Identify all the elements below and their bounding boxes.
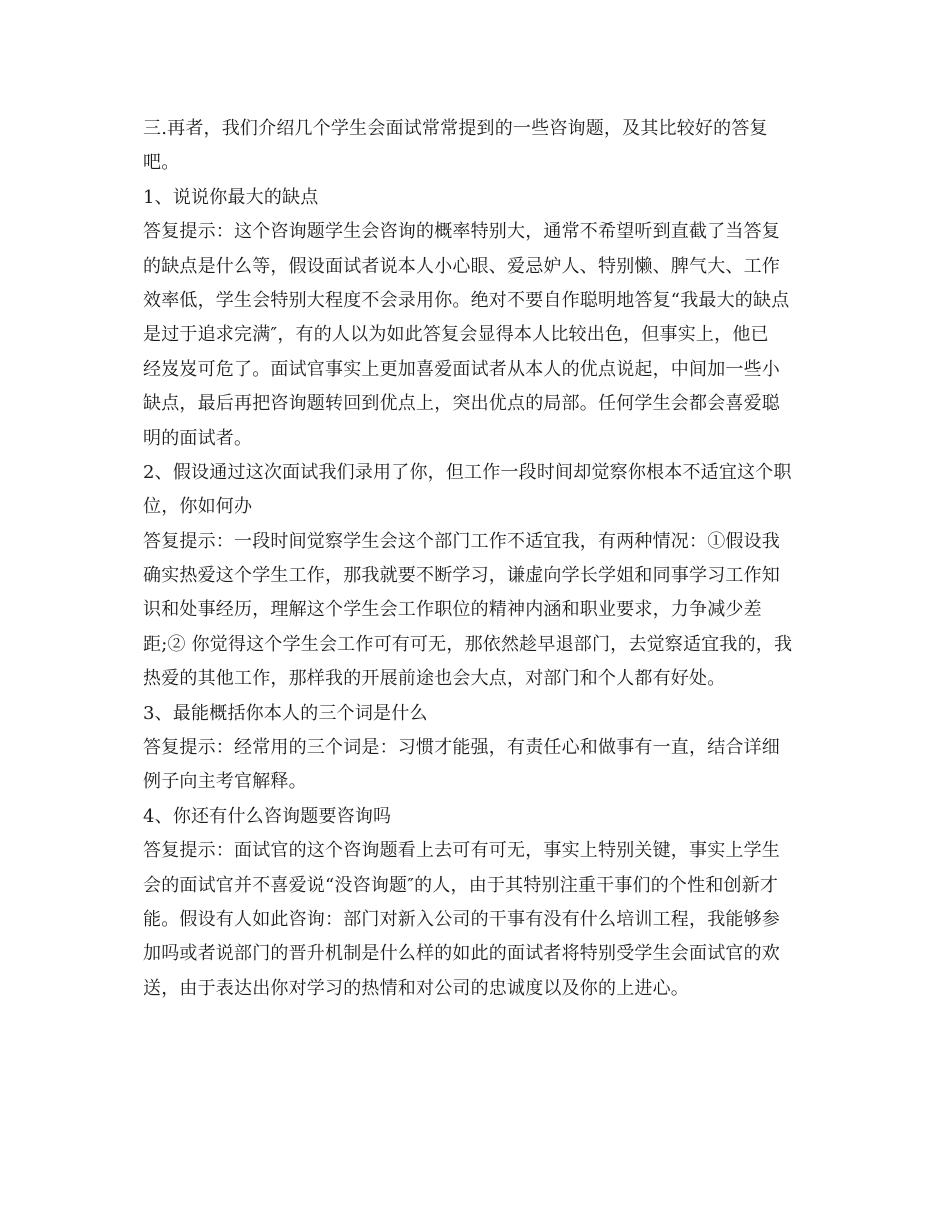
answer-2-line-3: 识和处事经历，理解这个学生会工作职位的精神内涵和职业要求，力争减少差 (143, 599, 762, 621)
answer-1-line-4: 是过于追求完满″，有的人以为如此答复会显得本人比较出色，但事实上，他已 (143, 324, 769, 346)
answer-4-line-4: 加吗或者说部门的晋升机制是什么样的如此的面试者将特别受学生会面试官的欢 (143, 943, 780, 965)
answer-1-line-3: 效率低，学生会特别大程度不会录用你。绝对不要自作聪明地答复“我最大的缺点 (143, 289, 790, 311)
answer-2-line-5: 热爱的其他工作，那样我的开展前途也会大点，对部门和个人都有好处。 (143, 668, 726, 690)
answer-4-line-1: 答复提示：面试官的这个咨询题看上去可有可无，事实上特别关键，事实上学生 (143, 840, 780, 862)
answer-2-line-2: 确实热爱这个学生工作，那我就要不断学习，谦虚向学长学姐和同事学习工作知 (143, 565, 780, 587)
question-2-heading-line-1: 2、假设通过这次面试我们录用了你，但工作一段时间却觉察你根本不适宜这个职 (143, 461, 792, 483)
answer-4-line-3: 能。假设有人如此咨询：部门对新入公司的干事有没有什么培训工程，我能够参 (143, 908, 780, 930)
answer-2-line-1: 答复提示：一段时间觉察学生会这个部门工作不适宜我，有两种情况：①假设我 (143, 530, 780, 552)
question-4-heading: 4、你还有什么咨询题要咨询吗 (143, 805, 392, 827)
answer-1-line-1: 答复提示：这个咨询题学生会咨询的概率特别大，通常不希望听到直截了当答复 (143, 221, 780, 243)
intro-line-1: 三.再者，我们介绍几个学生会面试常常提到的一些咨询题，及其比较好的答复 (143, 118, 768, 139)
answer-3-line-2: 例子向主考官解释。 (143, 771, 307, 793)
question-2-heading-line-2: 位，你如何办 (143, 496, 253, 518)
document-body (143, 112, 813, 1006)
answer-4-line-2: 会的面试官并不喜爱说“没咨询题″的人，由于其特别注重干事们的个性和创新才 (143, 874, 779, 896)
question-1-heading: 1、说说你最大的缺点 (143, 186, 319, 208)
answer-1-line-6: 缺点，最后再把咨询题转回到优点上，突出优点的局部。任何学生会都会喜爱聪 (143, 393, 780, 415)
answer-1-line-7: 明的面试者。 (143, 427, 253, 449)
answer-1-line-2: 的缺点是什么等，假设面试者说本人小心眼、爱忌妒人、特别懒、脾气大、工作 (143, 255, 780, 277)
answer-1-line-5: 经岌岌可危了。面试官事实上更加喜爱面试者从本人的优点说起，中间加一些小 (143, 358, 780, 380)
answer-4-line-5: 送，由于表达出你对学习的热情和对公司的忠诚度以及你的上进心。 (143, 977, 689, 999)
question-3-heading: 3、最能概括你本人的三个词是什么 (143, 702, 428, 724)
answer-2-line-4: 距;② 你觉得这个学生会工作可有可无，那依然趁早退部门，去觉察适宜我的，我 (143, 633, 793, 655)
intro-line-2: 吧。 (143, 152, 180, 174)
answer-3-line-1: 答复提示：经常用的三个词是：习惯才能强，有责任心和做事有一直，结合详细 (143, 737, 780, 759)
